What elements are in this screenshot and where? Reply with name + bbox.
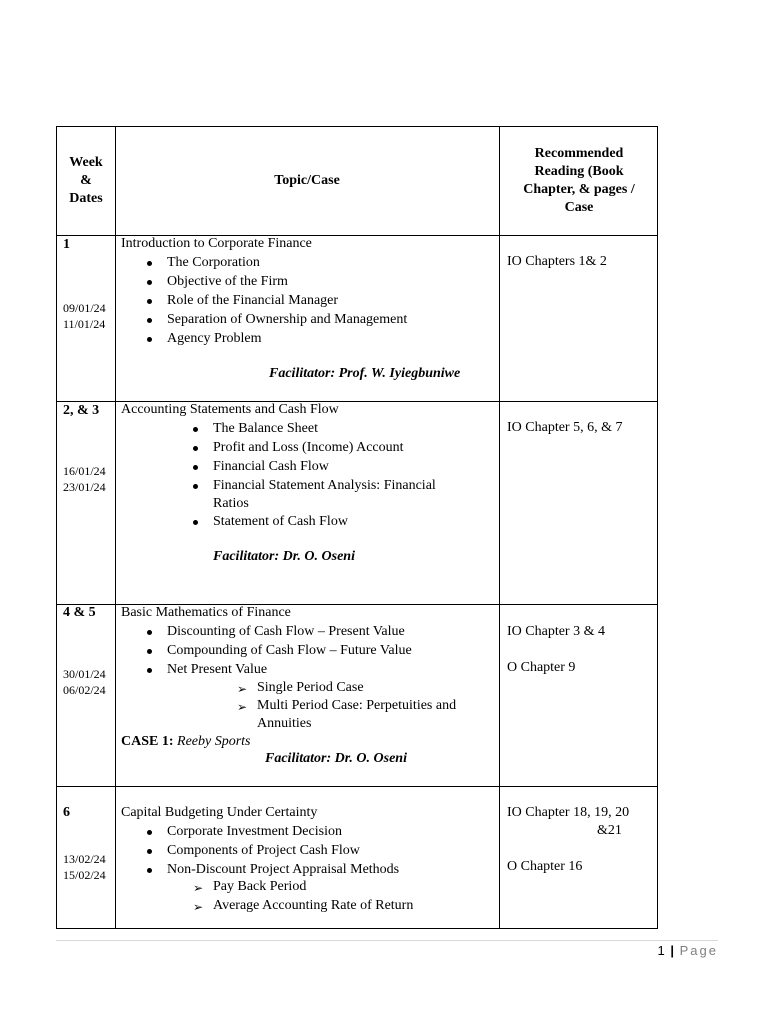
list-item-text: Discounting of Cash Flow – Present Value (167, 624, 405, 639)
topic-title: Introduction to Corporate Finance (121, 236, 312, 251)
topic-bullet-list (167, 254, 407, 349)
page-number: 1 (657, 943, 665, 958)
list-item (213, 513, 436, 532)
list-item-text: Compounding of Cash Flow – Future Value (167, 643, 412, 658)
list-item-text: Corporate Investment Decision (167, 824, 342, 839)
list-item (213, 477, 436, 495)
case-label: CASE 1: (121, 734, 174, 749)
reading-reference: &21 (597, 823, 622, 838)
case-name: Reeby Sports (177, 734, 251, 749)
sub-list-item-text: Average Accounting Rate of Return (213, 898, 414, 913)
list-item-text: Separation of Ownership and Management (167, 312, 408, 327)
topic-title: Capital Budgeting Under Certainty (121, 805, 318, 820)
sub-list-item (213, 897, 413, 916)
topic-bullet-list (167, 623, 412, 680)
sub-list-item-text: Pay Back Period (213, 879, 307, 894)
list-item (167, 330, 407, 349)
sub-list-item (257, 679, 456, 697)
list-item-text: Financial Statement Analysis: Financial (213, 478, 436, 493)
week-number: 1 (63, 237, 70, 252)
reading-reference: O Chapter 9 (507, 660, 576, 675)
sub-list-item-text: Single Period Case (257, 680, 364, 695)
header-week-dates: Week & Dates (69, 155, 103, 206)
reading-reference: IO Chapter 5, 6, & 7 (507, 420, 623, 435)
list-item (167, 823, 399, 842)
page-footer (658, 943, 719, 958)
date: 16/01/24 (63, 464, 106, 478)
list-item-text: Objective of the Firm (167, 274, 288, 289)
course-schedule-table (56, 126, 658, 929)
list-item (167, 661, 412, 680)
date: 09/01/24 (63, 301, 106, 315)
list-item-continuation (213, 495, 436, 513)
row-divider (57, 786, 657, 787)
week-number: 2, & 3 (63, 403, 100, 418)
date: 30/01/24 (63, 667, 106, 681)
reading-reference: IO Chapter 18, 19, 20 (507, 805, 630, 820)
list-item (167, 254, 407, 273)
week-dates (63, 851, 106, 883)
topic-title: Accounting Statements and Cash Flow (121, 402, 339, 417)
reading-reference: IO Chapter 3 & 4 (507, 624, 605, 639)
list-item (167, 642, 412, 661)
page-separator: | (670, 943, 674, 958)
sub-list-item-text: Annuities (257, 716, 312, 731)
list-item-text: Profit and Loss (Income) Account (213, 440, 404, 455)
list-item-text: The Balance Sheet (213, 421, 318, 436)
week-dates (63, 666, 106, 698)
topic-bullet-list (213, 420, 436, 532)
topic-bullet-list (167, 823, 399, 880)
list-item-text: Financial Cash Flow (213, 459, 329, 474)
list-item-text: Non-Discount Project Appraisal Methods (167, 862, 400, 877)
sub-bullet-list (257, 679, 456, 733)
list-item-text: Statement of Cash Flow (213, 514, 348, 529)
sub-list-item (257, 697, 456, 715)
list-item (167, 842, 399, 861)
list-item (167, 623, 412, 642)
list-item-text: Agency Problem (167, 331, 262, 346)
week-number: 4 & 5 (63, 605, 96, 620)
list-item-text: Ratios (213, 496, 249, 511)
sub-bullet-list (213, 878, 413, 916)
topic-title: Basic Mathematics of Finance (121, 605, 291, 620)
week-dates (63, 463, 106, 495)
facilitator-name: Facilitator: Dr. O. Oseni (213, 549, 355, 564)
header-recommended-reading: Recommended Reading (Book Chapter, & pages / Case (523, 146, 635, 215)
list-item (213, 439, 436, 458)
sub-list-item (213, 878, 413, 897)
sub-list-item-text: Multi Period Case: Perpetuities and (257, 698, 457, 713)
list-item (167, 273, 407, 292)
date: 06/02/24 (63, 683, 106, 697)
facilitator-name: Facilitator: Dr. O. Oseni (265, 751, 407, 766)
header-topic-case: Topic/Case (274, 173, 340, 188)
list-item (213, 420, 436, 439)
date: 23/01/24 (63, 480, 106, 494)
page-label: Page (679, 943, 718, 958)
reading-reference: IO Chapters 1& 2 (507, 254, 607, 269)
footer-divider (56, 940, 718, 941)
list-item-text: Net Present Value (167, 662, 268, 677)
column-divider (499, 127, 500, 928)
case-study (121, 733, 251, 751)
facilitator-name: Facilitator: Prof. W. Iyiegbuniwe (269, 366, 461, 381)
list-item (167, 311, 407, 330)
date: 11/01/24 (63, 317, 106, 331)
sub-list-item-continuation (257, 715, 456, 733)
reading-reference: O Chapter 16 (507, 859, 583, 874)
date: 13/02/24 (63, 852, 106, 866)
date: 15/02/24 (63, 868, 106, 882)
list-item-text: The Corporation (167, 255, 260, 270)
week-number: 6 (63, 805, 70, 820)
column-divider (115, 127, 116, 928)
list-item (167, 292, 407, 311)
list-item (213, 458, 436, 477)
week-dates (63, 300, 106, 332)
list-item-text: Role of the Financial Manager (167, 293, 339, 308)
list-item-text: Components of Project Cash Flow (167, 843, 360, 858)
